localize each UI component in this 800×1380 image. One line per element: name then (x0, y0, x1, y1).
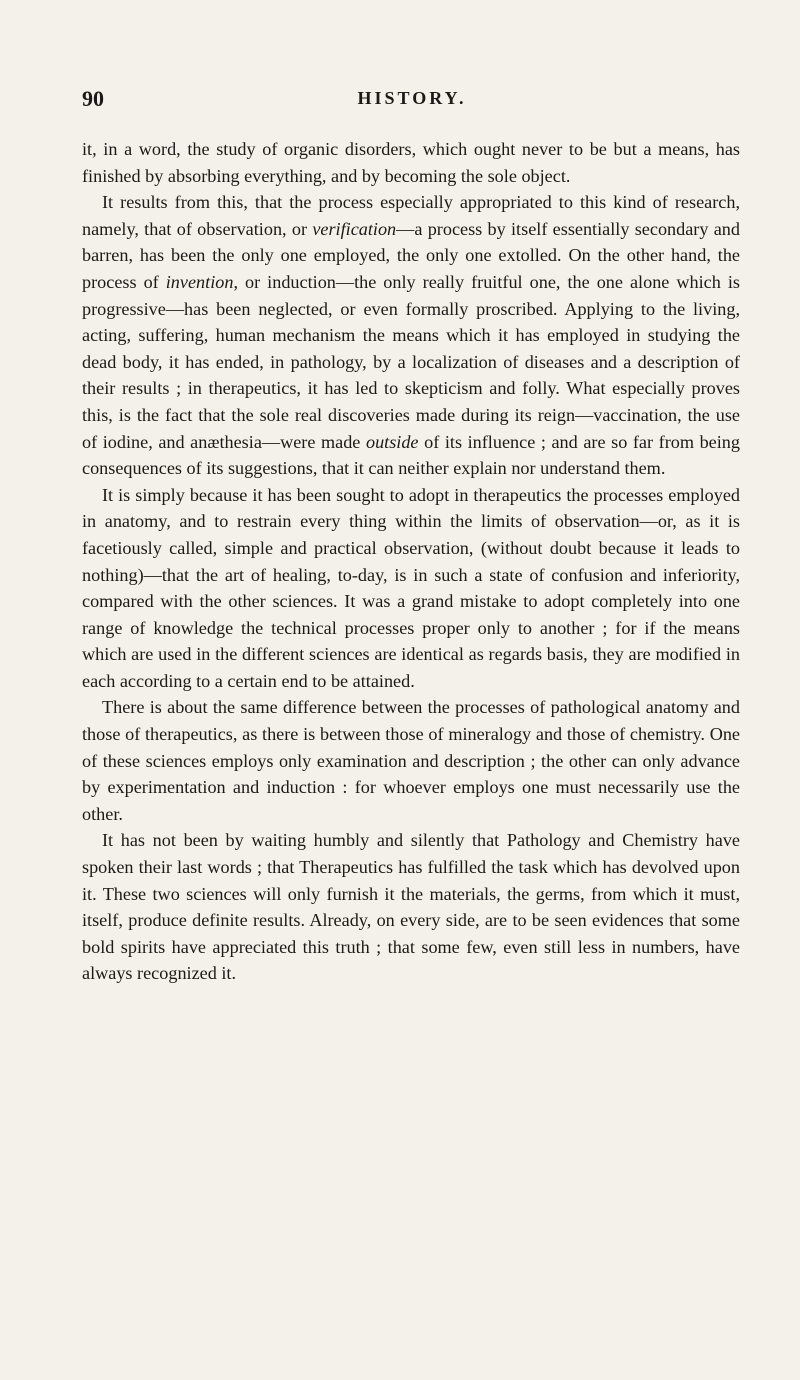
italic-term: outside (365, 431, 419, 452)
text-run: —a process by itself essentially secondary and barren, has been the only one employed, the only one extolled. On the other hand, the process of (82, 218, 740, 292)
italic-term: invention (165, 271, 234, 292)
paragraph (82, 827, 740, 987)
text-run: It results from this, that the process especially appropriated to this kind of research, namely, that of observation, or (82, 192, 740, 239)
text-run: It has not been by waiting humbly and silently that Pathology and Chemistry have spoken their last words ; that Therapeutics has fulfilled the task which has devolved upon it. These two sciences will only furnish it the materials, the germs, from which it must, itself, produce definite results. Already, on every side, are to be seen evidences that some bold spirits have appreciated this truth ; that some few, even still less in numbers, have always recognized it. (82, 830, 740, 984)
running-title: HISTORY. (357, 88, 467, 108)
page-header (82, 86, 742, 116)
text-run: There is about the same difference between the processes of pathological anatomy and those of therapeutics, as there is between those of mineralogy and those of chemistry. One of these sciences employs only examination and description ; the other can only advance by experimentation and induction : for whoever employs one must necessarily use the other. (82, 697, 740, 824)
text-run: , or induction—the only really fruitful one, the one alone which is progressive—has been neglected, or even formally proscribed. Applying to the living, acting, suffering, human mechanism the means which it has employed in studying the dead body, it has ended, in pathology, by a localization of diseases and a description of their results ; in therapeutics, it has led to skepticism and folly. What especially proves this, is the fact that the sole real discoveries made during its reign—vaccination, the use of iodine, and anæthesia—were made (82, 271, 740, 452)
text-run: It is simply because it has been sought to adopt in therapeutics the processes employed in anatomy, and to restrain every thing within the limits of observation—or, as it is facetiously called, simple and practical observation, (without doubt because it leads to nothing)—that the art of healing, to-day, is in such a state of confusion and inferiority, compared with the other sciences. It was a grand mistake to adopt completely into one range of knowledge the technical processes proper only to another ; for if the means which are used in the different sciences are identical as regards basis, they are modified in each according to a certain end to be attained. (82, 484, 740, 691)
page-number: 90 (82, 86, 104, 111)
text-run: of its influence ; and are so far from being consequences of its suggestions, that it can neither explain nor understand them. (82, 431, 740, 479)
paragraph (82, 189, 740, 482)
body-text (82, 136, 740, 987)
paragraph (82, 136, 740, 189)
paragraph (82, 694, 740, 827)
italic-term: verification (312, 218, 397, 239)
text-run: it, in a word, the study of organic disorders, which ought never to be but a means, has finished by absorbing everything, and by becoming the sole object. (82, 139, 740, 186)
paragraph (82, 482, 740, 695)
